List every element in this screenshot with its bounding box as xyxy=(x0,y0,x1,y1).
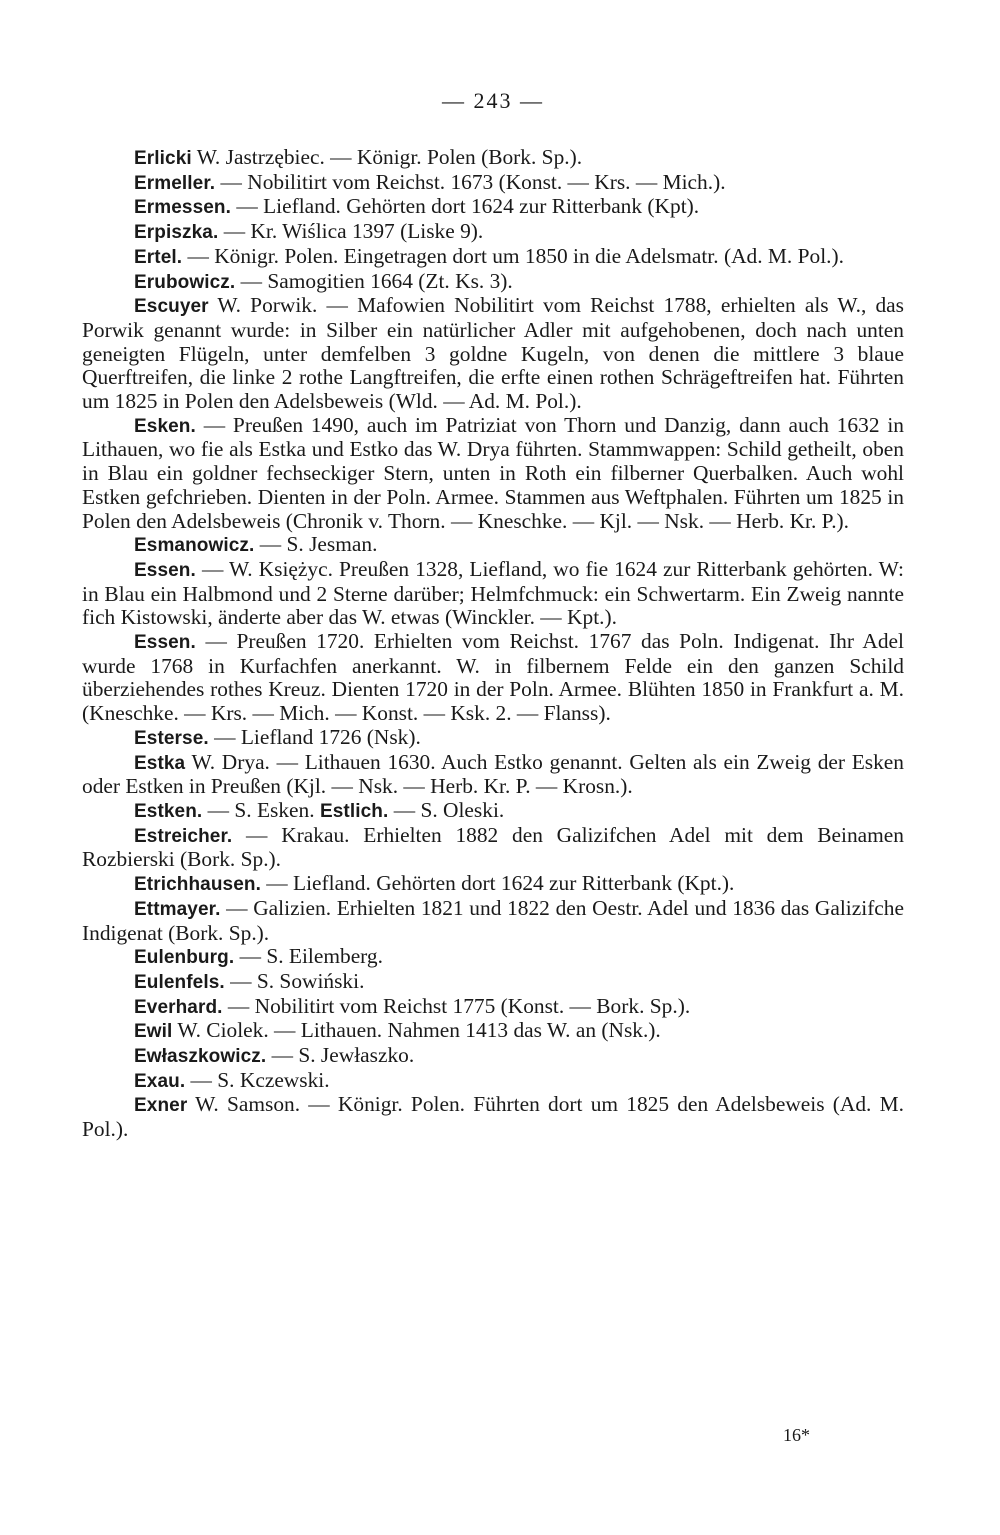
entry-text: — Liefland. Gehörten dort 1624 zur Ritterbank (Kpt). xyxy=(231,194,700,219)
page xyxy=(82,88,904,1142)
entry-text: — Kr. Wiślica 1397 (Liske 9). xyxy=(218,219,484,244)
entry xyxy=(82,897,904,945)
entry-text: — Liefland 1726 (Nsk). xyxy=(208,724,421,749)
entry xyxy=(82,294,904,414)
entry xyxy=(82,245,904,270)
entry-headword: Ewłaszkowicz. xyxy=(134,1046,267,1068)
entry-headword: Eulenburg. xyxy=(134,947,235,969)
entry-headword: Essen. xyxy=(134,559,196,581)
entry-text: — Nobilitirt vom Reichst. 1673 (Konst. — Krs. — Mich.). xyxy=(215,169,726,194)
entry xyxy=(82,872,904,897)
entry xyxy=(82,146,904,171)
entry xyxy=(82,1044,904,1069)
entry xyxy=(82,1019,904,1044)
entry-list xyxy=(82,146,904,1142)
entry-text: W. Ciolek. — Lithauen. Nahmen 1413 das W. an (Nsk.). xyxy=(172,1018,661,1043)
entry xyxy=(82,270,904,295)
entry-headword: Esmanowicz. xyxy=(134,535,255,557)
entry-headword: Estka xyxy=(134,752,186,774)
entry xyxy=(82,995,904,1020)
entry-text: — Preußen 1720. Erhielten vom Reichst. 1767 das Poln. Indigenat. Ihr Adel wurde 1768 in Kurfachfen anerkannt. W. in filbernem Felde ein den ganzen Schild überziehendes rothes Kreuz. Dienten 1720 in der Poln. Armee. Blühten 1850 in Frankfurt a. M. (Kneschke. — Krs. — Mich. — Konst. — Ksk. 2. — Flanss). xyxy=(82,629,904,726)
entry-headword: Eulenfels. xyxy=(134,971,225,993)
entry-text: — W. Księżyc. Preußen 1328, Liefland, wo fie 1624 zur Ritterbank gehörten. W: in Blau ein Halbmond und 2 Sterne darüber; Helmfchmuck: ein Schwertarm. Ein Zweig nannte fich Kistowski, änderte aber das W. etwas (Winckler. — Kpt.). xyxy=(82,556,904,630)
entry-text: W. Samson. — Königr. Polen. Führten dort um 1825 den Adelsbeweis (Ad. M. Pol.). xyxy=(82,1092,904,1142)
entry-text: W. Drya. — Lithauen 1630. Auch Estko genannt. Gelten als ein Zweig der Esken oder Estken in Preußen (Kjl. — Nsk. — Herb. Kr. P. — Krosn.). xyxy=(82,749,904,799)
entry-headword: Essen. xyxy=(134,632,196,654)
entry-headword: Everhard. xyxy=(134,996,223,1018)
entry-headword: Etrichhausen. xyxy=(134,874,261,896)
entry-headword: Ettmayer. xyxy=(134,898,221,920)
entry-headword: Exner xyxy=(134,1095,188,1117)
entry-text: — S. Kczewski. xyxy=(185,1067,330,1092)
entry-text: — S. Eilemberg. xyxy=(234,944,383,969)
entry-text: — Krakau. Erhielten 1882 den Galizifchen Adel mit dem Beinamen Rozbierski (Bork. Sp.). xyxy=(82,822,904,872)
entry xyxy=(82,558,904,630)
entry-text: W. Porwik. — Mafowien Nobilitirt vom Reichst 1788, erhielten als W., das Porwik genannt wurde: in Silber ein natürlicher Adler mit aufgehobenen, doch nach unten geneigten Flügeln, unter demfelben 3 goldne Kugeln, von denen die mittlere 3 blaue Querftreifen, die linke 2 rothe Langftreifen, die erfte einen rothen Schrägeftreifen hat. Führten um 1825 in Polen den Adelsbeweis (Wld. — Ad. M. Pol.). xyxy=(82,293,904,414)
entry xyxy=(82,824,904,872)
entry-text: — S. Oleski. xyxy=(388,797,505,822)
entry xyxy=(82,220,904,245)
entry xyxy=(82,171,904,196)
entry-headword: Ertel. xyxy=(134,246,183,268)
entry xyxy=(82,195,904,220)
entry-headword: Escuyer xyxy=(134,296,209,318)
entry xyxy=(82,1093,904,1141)
entry-headword: Ermessen. xyxy=(134,197,232,219)
entry xyxy=(82,970,904,995)
entry xyxy=(82,1069,904,1094)
entry xyxy=(82,414,904,534)
entry-headword: Erpiszka. xyxy=(134,222,219,244)
entry-headword: Esken. xyxy=(134,415,196,437)
entry-headword: Estreicher. xyxy=(134,825,233,847)
entry xyxy=(82,533,904,558)
entry-text: — Samogitien 1664 (Zt. Ks. 3). xyxy=(235,268,513,293)
entry-text: — Preußen 1490, auch im Patriziat von Thorn und Danzig, dann auch 1632 in Lithauen, wo fie als Estka und Estko das W. Drya führten. Stammwappen: Schild getheilt, oben in Blau ein goldner fechseckiger Stern, unten in Roth ein filberner Querbalken. Auch wohl Estken gefchrieben. Dienten in der Poln. Armee. Stammen aus Weftphalen. Führten um 1825 in Polen den Adelsbeweis (Chronik v. Thorn. — Kneschke. — Kjl. — Nsk. — Herb. Kr. P.). xyxy=(82,412,904,533)
entry-headword: Esterse. xyxy=(134,727,209,749)
entry-text: W. Jastrzębiec. — Königr. Polen (Bork. Sp.). xyxy=(191,145,583,169)
signature-mark: 16* xyxy=(783,1425,810,1445)
entry-text: — Galizien. Erhielten 1821 und 1822 den Oestr. Adel und 1836 das Galizifche Indigenat (Bork. Sp.). xyxy=(82,895,904,945)
entry xyxy=(82,751,904,799)
entry-text: — Liefland. Gehörten dort 1624 zur Ritterbank (Kpt.). xyxy=(260,871,735,896)
entry-headword: Exau. xyxy=(134,1070,186,1092)
entry xyxy=(82,726,904,751)
entry-headword: Ewil xyxy=(134,1021,173,1043)
entry-headword: Ermeller. xyxy=(134,172,216,194)
entry-headword: Erubowicz. xyxy=(134,271,236,293)
entry-text: — Königr. Polen. Eingetragen dort um 1850 in die Adelsmatr. (Ad. M. Pol.). xyxy=(182,243,844,268)
entry-text: — S. Jesman. xyxy=(254,532,378,557)
page-number: — 243 — xyxy=(442,88,544,113)
entry xyxy=(82,799,904,824)
entry xyxy=(82,630,904,726)
entry-headword: Estlich. xyxy=(319,800,389,822)
entry-headword: Erlicki xyxy=(134,148,192,169)
entry xyxy=(82,945,904,970)
entry-text: — S. Jewłaszko. xyxy=(266,1043,415,1068)
entry-text: — S. Esken. xyxy=(202,797,315,822)
entry-headword: Estken. xyxy=(134,800,203,822)
entry-text: — S. Sowiński. xyxy=(224,968,365,993)
entry-text: — Nobilitirt vom Reichst 1775 (Konst. — Bork. Sp.). xyxy=(222,993,691,1018)
